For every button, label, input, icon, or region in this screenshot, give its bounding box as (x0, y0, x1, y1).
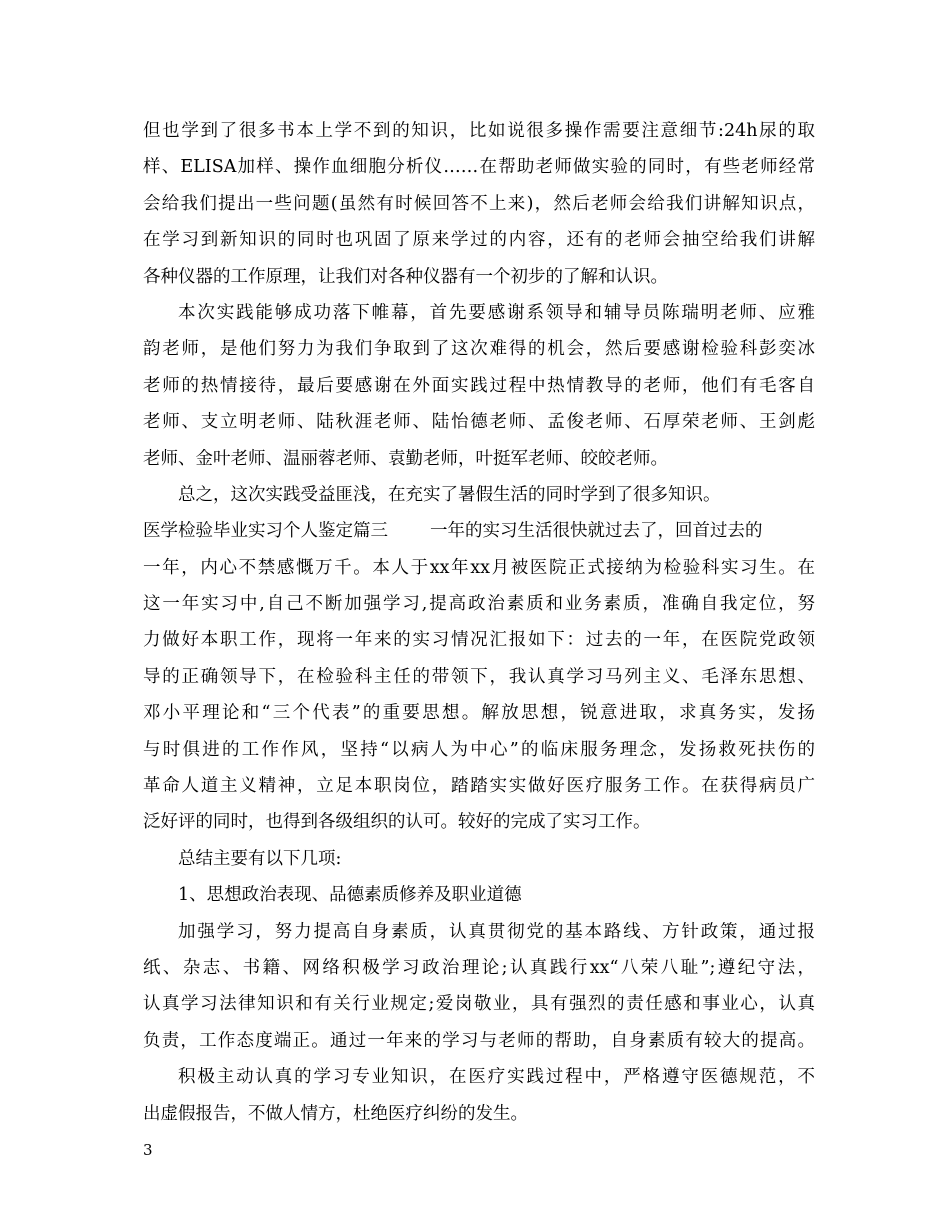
text-line: 会给我们提出一些问题(虽然有时候回答不上来)，然后老师会给我们讲解知识点， (143, 193, 815, 214)
text-line: 老师、金叶老师、温丽蓉老师、袁勤老师，叶挺军老师、皎皎老师。 (143, 448, 668, 469)
document-body (143, 113, 815, 1132)
text-line: 老师的热情接待，最后要感谢在外面实践过程中热情教导的老师，他们有毛客自 (143, 375, 815, 396)
text-line: 一年，内心不禁感慨万千。本人于xx年xx月被医院正式接纳为检验科实习生。在 (143, 557, 815, 578)
text-line: 纸、杂志、书籍、网络积极学习政治理论;认真践行xx“八荣八耻”;遵纪守法， (143, 957, 815, 978)
text-line: 总结主要有以下几项: (178, 848, 342, 869)
text-line: 与时俱进的工作作风，坚持“以病人为中心”的临床服务理念，发扬救死扶伤的 (143, 739, 815, 760)
text-line: 认真学习法律知识和有关行业规定;爱岗敬业，具有强烈的责任感和事业心，认真 (143, 994, 815, 1015)
text-line: 负责，工作态度端正。通过一年来的学习与老师的帮助，自身素质有较大的提高。 (143, 1030, 815, 1051)
text-line: 加强学习，努力提高自身素质，认真贯彻党的基本路线、方针政策，通过报 (178, 921, 815, 942)
text-line: 样、ELISA加样、操作血细胞分析仪……在帮助老师做实验的同时，有些老师经常 (143, 157, 815, 178)
text-line: 但也学到了很多书本上学不到的知识，比如说很多操作需要注意细节:24h尿的取 (143, 121, 815, 141)
text-line: 泛好评的同时，也得到各级组织的认可。较好的完成了实习工作。 (143, 812, 651, 833)
text-line: 1、思想政治表现、品德素质修养及职业道德 (178, 885, 522, 906)
section-heading: 医学检验毕业实习个人鉴定篇三 (143, 521, 388, 542)
text-line: 力做好本职工作，现将一年来的实习情况汇报如下：过去的一年，在医院党政领 (143, 630, 815, 651)
text-line: 韵老师，是他们努力为我们争取到了这次难得的机会，然后要感谢检验科彭奕冰 (143, 339, 815, 360)
text-line: 邓小平理论和“三个代表”的重要思想。解放思想，锐意进取，求真务实，发扬 (143, 703, 815, 724)
text-line: 导的正确领导下，在检验科主任的带领下，我认真学习马列主义、毛泽东思想、 (143, 666, 815, 687)
text-line: 在学习到新知识的同时也巩固了原来学过的内容，还有的老师会抽空给我们讲解 (143, 230, 815, 251)
text-line: 这一年实习中,自己不断加强学习,提高政治素质和业务素质，准确自我定位，努 (143, 594, 815, 615)
text-line: 本次实践能够成功落下帷幕，首先要感谢系领导和辅导员陈瑞明老师、应雅 (178, 302, 815, 323)
text-segment: 一年的实习生活很快就过去了，回首过去的 (430, 521, 763, 542)
text-line (143, 513, 815, 549)
text-line: 老师、支立明老师、陆秋涯老师、陆怡德老师、孟俊老师、石厚荣老师、王剑彪 (143, 412, 815, 433)
text-line: 革命人道主义精神，立足本职岗位，踏踏实实做好医疗服务工作。在获得病员广 (143, 776, 815, 797)
text-line: 积极主动认真的学习专业知识，在医疗实践过程中，严格遵守医德规范，不 (178, 1067, 815, 1088)
page-number: 3 (143, 1141, 153, 1159)
text-line: 各种仪器的工作原理，让我们对各种仪器有一个初步的了解和认识。 (143, 266, 668, 287)
text-line: 出虚假报告，不做人情方，杜绝医疗纠纷的发生。 (143, 1103, 528, 1124)
text-line: 总之，这次实践受益匪浅，在充实了暑假生活的同时学到了很多知识。 (178, 484, 721, 505)
